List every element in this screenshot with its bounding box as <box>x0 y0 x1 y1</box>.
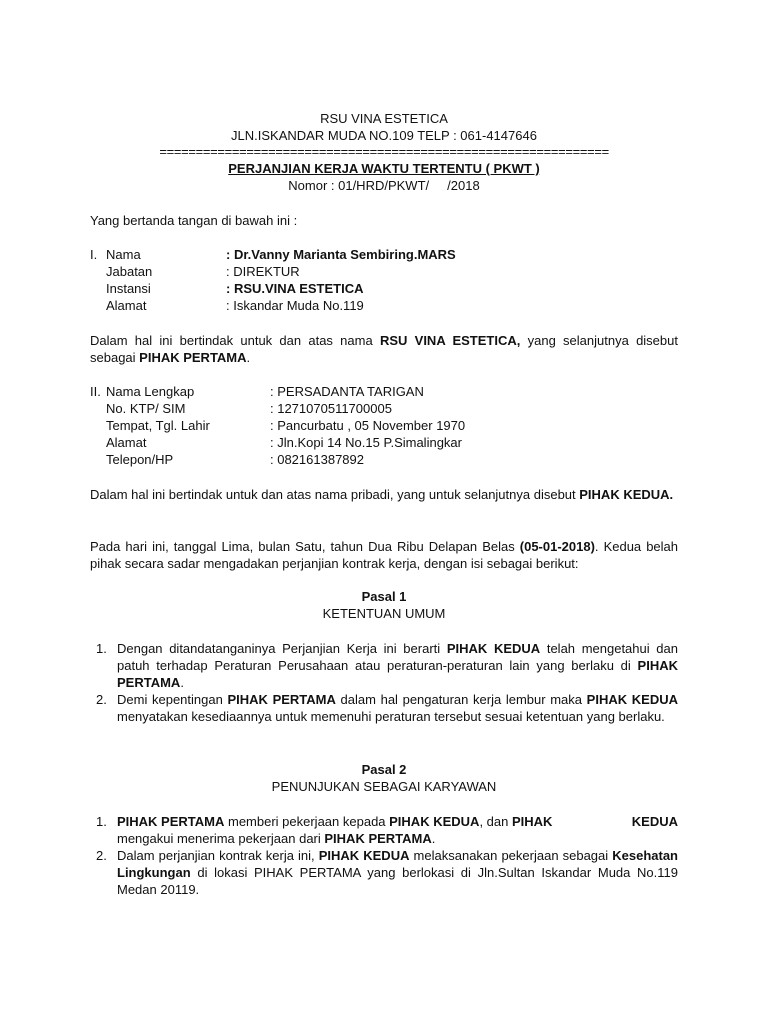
pasal1-item2-number: 2. <box>96 692 107 707</box>
date-paragraph: Pada hari ini, tanggal Lima, bulan Satu, tahun Dua Ribu Delapan Belas (05-01-2018). Kedua belah pihak secara sadar mengadakan perjanjian kontrak kerja, dengan isi sebagai berikut: <box>90 539 679 571</box>
party1-name-value: : Dr.Vanny Marianta Sembiring.MARS <box>226 247 456 262</box>
pasal1-item1-number: 1. <box>96 641 107 656</box>
pasal2-subheading: PENUNJUKAN SEBAGAI KARYAWAN <box>271 779 497 794</box>
party2-birth-value: : Pancurbatu , 05 November 1970 <box>270 418 466 433</box>
party1-statement: Dalam hal ini bertindak untuk dan atas nama RSU VINA ESTETICA, yang selanjutnya disebut sebagai PIHAK PERTAMA. <box>90 333 678 365</box>
party1-position-value: : DIREKTUR <box>226 264 300 279</box>
party1-roman: I. <box>90 247 98 262</box>
party2-statement: Dalam hal ini bertindak untuk dan atas nama pribadi, yang untuk selanjutnya disebut PIHAK KEDUA. <box>90 487 674 502</box>
party2-phone-label: Telepon/HP <box>106 452 174 467</box>
pasal1-subheading: KETENTUAN UMUM <box>322 606 446 621</box>
document-title: PERJANJIAN KERJA WAKTU TERTENTU ( PKWT ) <box>228 161 540 176</box>
party2-name-label: Nama Lengkap <box>106 384 195 399</box>
pasal2-item1-line1: PIHAK PERTAMA memberi pekerjaan kepada PIHAK KEDUA, dan PIHAK KEDUA <box>117 814 678 829</box>
party2-address-value: : Jln.Kopi 14 No.15 P.Simalingkar <box>270 435 462 450</box>
party2-birth-label: Tempat, Tgl. Lahir <box>106 418 210 433</box>
pasal1-item2-text: Demi kepentingan PIHAK PERTAMA dalam hal pengaturan kerja lembur maka PIHAK KEDUA menyatakan kesediaannya untuk memenuhi peraturan tersebut sesuai ketentuan yang berlaku. <box>117 692 678 724</box>
party1-institution-value: : RSU.VINA ESTETICA <box>226 281 364 296</box>
document-number: Nomor : 01/HRD/PKWT/ /2018 <box>288 178 480 193</box>
org-address: JLN.ISKANDAR MUDA NO.109 TELP : 061-4147646 <box>231 128 537 143</box>
pasal2-item2-text: Dalam perjanjian kontrak kerja ini, PIHAK KEDUA melaksanakan pekerjaan sebagai Kesehatan Lingkungan di lokasi PIHAK PERTAMA yang berlokasi di Jln.Sultan Iskandar Muda No.119 Medan 20119. <box>117 848 678 897</box>
party2-phone-value: : 082161387892 <box>270 452 364 467</box>
party1-address-label: Alamat <box>106 298 147 313</box>
party2-address-label: Alamat <box>106 435 147 450</box>
intro-text: Yang bertanda tangan di bawah ini : <box>90 213 298 228</box>
party1-position-label: Jabatan <box>106 264 153 279</box>
party1-institution-label: Instansi <box>106 281 151 296</box>
party1-name-label: Nama <box>106 247 141 262</box>
party1-address-value: : Iskandar Muda No.119 <box>226 298 364 313</box>
pasal2-item2-number: 2. <box>96 848 107 863</box>
pasal2-item1-number: 1. <box>96 814 107 829</box>
org-name: RSU VINA ESTETICA <box>320 111 448 126</box>
party2-id-value: : 1271070511700005 <box>270 401 392 416</box>
pasal1-heading: Pasal 1 <box>361 589 407 604</box>
party2-roman: II. <box>90 384 101 399</box>
pasal2-heading: Pasal 2 <box>361 762 407 777</box>
pasal2-item1-line2: mengakui menerima pekerjaan dari PIHAK PERTAMA. <box>117 831 436 846</box>
party2-id-label: No. KTP/ SIM <box>106 401 186 416</box>
pasal1-item1-text: Dengan ditandatanganinya Perjanjian Kerja ini berarti PIHAK KEDUA telah mengetahui dan patuh terhadap Peraturan Perusahaan atau peraturan-peraturan lain yang berlaku di PIHAK PERTAMA. <box>117 641 678 690</box>
separator-line: ============================================================== <box>159 145 609 160</box>
party2-name-value: : PERSADANTA TARIGAN <box>270 384 424 399</box>
